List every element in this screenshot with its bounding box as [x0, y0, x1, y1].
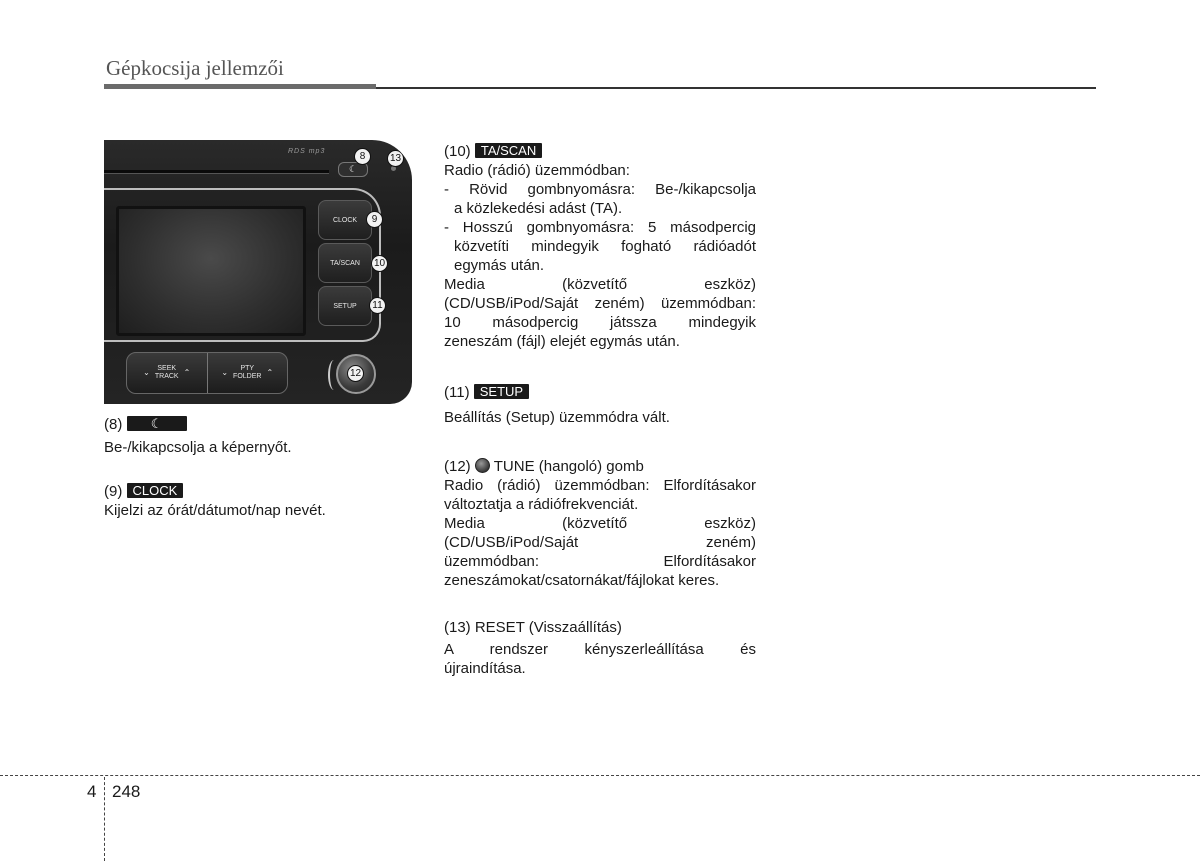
chevron-down-icon: ⌄ [143, 368, 150, 377]
page-number [87, 782, 141, 802]
item-9: (9) CLOCK Kijelzi az órát/dátumot/nap nevét. [104, 482, 404, 520]
pty-folder-button: ⌄ PTY FOLDER ⌃ [207, 353, 288, 393]
item-8-description: Be-/kikapcsolja a képernyőt. [104, 439, 292, 456]
clock-label: CLOCK [127, 483, 184, 498]
header-rule-accent [104, 84, 376, 89]
seek-track-button: ⌄ SEEK TRACK ⌃ [143, 365, 191, 380]
callout-11: 11 [369, 297, 386, 314]
item-8: (8) ☾ Be-/kikapcsolja a képernyőt. [104, 415, 404, 457]
item-13: (13) RESET (Visszaállítás) A rendszer kényszerleállítása és újraindítása. [444, 619, 756, 677]
radio-unit-illustration [104, 140, 412, 404]
seek-pty-buttons [126, 352, 288, 394]
setup-button: SETUP [318, 286, 372, 326]
tascan-label: TA/SCAN [475, 143, 542, 158]
footer-rule [0, 775, 1200, 776]
chevron-up-icon: ⌃ [266, 368, 274, 377]
cd-slot [104, 170, 329, 174]
callout-8: 8 [354, 148, 371, 165]
callout-10: 10 [371, 255, 388, 272]
page-number-value: 248 [112, 782, 141, 801]
item-9-description: Kijelzi az órát/dátumot/nap nevét. [104, 502, 326, 519]
item-10: (10) TA/SCAN Radio (rádió) üzemmódban: - Rövid gombnyomásra: Be-/kikapcsolja a közlekedési adást (TA). - Hosszú gombnyomásra: 5 másodpercig közvetíti mindegyik fogható rádióadót egymás után. Media (közvetítő eszköz) (CD/USB/iPod/Saját zeném) üzemmódban: 10 másodpercig játssza mindegyik zeneszám (fájl) elejét egymás után. [444, 143, 756, 350]
screen-off-button: ☾ [338, 162, 368, 177]
clock-button: CLOCK [318, 200, 372, 240]
tascan-button: TA/SCAN [318, 243, 372, 283]
callout-12: 12 [347, 365, 364, 382]
callout-9: 9 [366, 211, 383, 228]
setup-label: SETUP [474, 384, 529, 399]
format-logos: RDS mp3 [288, 148, 326, 155]
moon-icon: ☾ [127, 416, 187, 431]
item-11: (11) SETUP Beállítás (Setup) üzemmódra vált. [444, 384, 670, 426]
footer-divider [104, 777, 105, 861]
item-12: (12) TUNE (hangoló) gomb Radio (rádió) üzemmódban: Elfordításakor változtatja a rádiófrekvenciát. Media (közvetítő eszköz) (CD/USB/iPod/Saját zeném) üzemmódban: Elfordításakor zeneszámokat/csatornákat/fájlokat keres. [444, 458, 756, 589]
header-rule [376, 87, 1096, 89]
page-header-title: Gépkocsija jellemzői [106, 56, 284, 80]
display-screen [116, 206, 306, 336]
chapter-number: 4 [87, 782, 97, 801]
chevron-up-icon: ⌃ [183, 368, 191, 377]
tune-knob-icon [475, 458, 490, 473]
callout-13: 13 [387, 150, 404, 167]
chevron-down-icon: ⌄ [221, 368, 229, 377]
